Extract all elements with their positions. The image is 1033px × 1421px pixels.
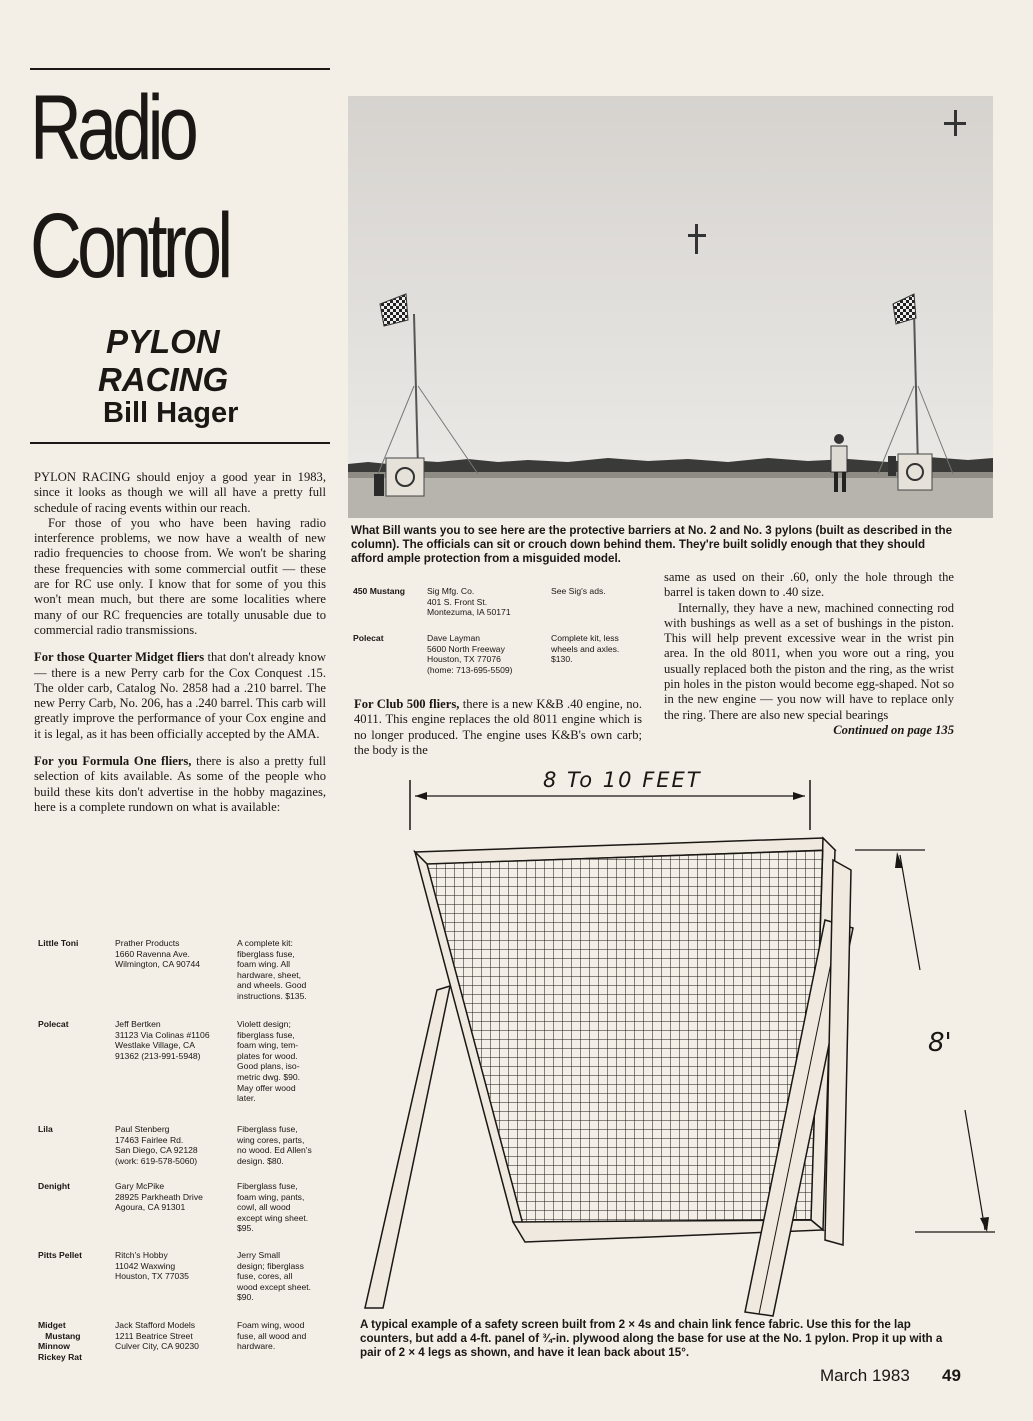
- kit-maker: Jeff Bertken 31123 Via Colinas #1106 Westlake Village, CA 91362 (213-991-5948): [115, 1019, 210, 1061]
- lead-club-500: For Club 500 fliers,: [354, 697, 460, 711]
- kit-maker: Jack Stafford Models 1211 Beatrice Street Culver City, CA 90230: [115, 1320, 199, 1352]
- paragraph-quarter-midget: [34, 650, 326, 742]
- title-radio: Radio: [30, 77, 195, 179]
- kit-name: Denight: [38, 1181, 70, 1191]
- column-2: [354, 697, 642, 758]
- kit-description: Complete kit, less wheels and axles. $130.: [551, 633, 620, 665]
- paragraph-formula-one: [34, 754, 326, 815]
- table-row: [38, 1181, 338, 1241]
- text-club-500: there is a new K&B .40 engine, no. 4011. This engine replaces the old 8011 engine which is no longer produced. The engine uses K&B's own carb; the body is the: [354, 697, 642, 757]
- paragraph-intro: PYLON RACING should enjoy a good year in 1983, since it looks as though we will all have a pretty full schedule of racing events within our reach.: [34, 470, 326, 515]
- table-row: [38, 938, 338, 1008]
- safety-screen-drawing: [355, 760, 995, 1320]
- kit-name: Midget Mustang Minnow Rickey Rat: [38, 1320, 82, 1362]
- page-number: 49: [942, 1366, 961, 1385]
- subtitle-pylon: PYLON: [106, 323, 220, 360]
- kit-name: Lila: [38, 1124, 53, 1134]
- kit-maker: Ritch's Hobby 11042 Waxwing Houston, TX 77035: [115, 1250, 189, 1282]
- text-quarter-midget: that don't already know — there is a new Perry carb for the Cox Conquest .15. The older carb, Catalog No. 2858 had a .210 barrel. The new Perry Carb, No. 206, has a .240 barrel. This carb will greatly improve the performance of your Cox engine and it is legal, as it has been officially accepted by the AMA.: [34, 650, 326, 741]
- title-control: Control: [30, 195, 229, 297]
- photo-caption: What Bill wants you to see here are the protective barriers at No. 2 and No. 3 pylons (built as described in the column). The officials can sit or crouch down behind them. They're built solidly enough that they should afford ample protection from a misguided model.: [351, 524, 953, 565]
- kit-name: Little Toni: [38, 938, 79, 948]
- kit-name: 450 Mustang: [353, 586, 406, 596]
- paragraph-internals: Internally, they have a new, machined connecting rod with bushings as well as a set of bushings in the piston. This will help prevent excessive wear in the wrist pin area. In the old 8011, when you wore out a ring, you usually replaced both the piston and the ring, as the wrist pin holes in the piston would become egg-shaped. Not so in the new engine — you now will have to replace only the ring. There are also new special bearings: [664, 600, 954, 722]
- table-row: [38, 1250, 338, 1310]
- text-formula-one: there is also a pretty full selection of kits available. As some of the people who build these kits don't advertise in the hobby magazines, here is a complete rundown on what is available:: [34, 754, 326, 814]
- table-row: [353, 633, 648, 683]
- kit-maker: Sig Mfg. Co. 401 S. Front St. Montezuma, IA 50171: [427, 586, 511, 618]
- drawing-caption: A typical example of a safety screen built from 2 × 4s and chain link fence fabric. Use this for the lap counters, but add a 4-ft. panel of ¾-in. plywood along the base for use at the No. 1 pylon. Prop it up with a pair of 2 × 4 legs as shown, and have it lean back about 15°.: [360, 1318, 943, 1359]
- table-row: [38, 1019, 338, 1114]
- column-3: [664, 570, 954, 738]
- paragraph-frequencies: For those of you who have been having radio interference problems, we now have a wealth of new radio frequencies to choose from. We won't be sharing these frequencies with some commercial outfit — these are for RC use only. I know that for some of you this won't mean much, but there are some localities where many of our RC frequencies are totally unusable due to commercial radio transmissions.: [34, 515, 326, 637]
- kit-name: Pitts Pellet: [38, 1250, 82, 1260]
- paragraph-barrel: same as used on their .60, only the hole through the barrel is taken down to .40 size.: [664, 570, 954, 600]
- safety-screen-svg: [355, 760, 995, 1320]
- issue-date: March 1983: [820, 1366, 910, 1385]
- table-row: [38, 1320, 338, 1370]
- kit-maker: Prather Products 1660 Ravenna Ave. Wilmington, CA 90744: [115, 938, 201, 970]
- kit-description: Fiberglass fuse, foam wing, pants, cowl, all wood except wing sheet. $95.: [237, 1181, 309, 1234]
- kit-maker: Gary McPike 28925 Parkheath Drive Agoura, CA 91301: [115, 1181, 203, 1213]
- kit-name: Polecat: [353, 633, 384, 643]
- table-row: [38, 1124, 338, 1174]
- width-label: 8 To 10 FEET: [543, 768, 702, 792]
- kit-description: Foam wing, wood fuse, all wood and hardware.: [237, 1320, 307, 1352]
- height-label: 8': [928, 1028, 952, 1058]
- pylon-photo-svg: [348, 96, 993, 518]
- kit-maker: Dave Layman 5600 North Freeway Houston, TX 77076 (home: 713-695-5509): [427, 633, 513, 675]
- lead-formula-one: For you Formula One fliers,: [34, 754, 192, 769]
- continued-note: Continued on page 135: [833, 722, 954, 737]
- pylon-photo: [348, 96, 993, 518]
- top-rule: [30, 68, 330, 70]
- table-row: [353, 586, 648, 626]
- kit-description: See Sig's ads.: [551, 586, 606, 596]
- kit-description: Violett design; fiberglass fuse, foam wing, tem- plates for wood. Good plans, iso- metric dwg. $90. May offer wood later.: [237, 1019, 301, 1104]
- header-bottom-rule: [30, 442, 330, 444]
- column-1: [34, 470, 326, 815]
- kit-description: Jerry Small design; fiberglass fuse, cores, all wood except sheet. $90.: [237, 1250, 312, 1303]
- paragraph-club-500: [354, 697, 642, 758]
- subtitle-racing: RACING: [98, 361, 229, 398]
- author-name: Bill Hager: [103, 397, 239, 429]
- kit-name: Polecat: [38, 1019, 69, 1029]
- kit-description: A complete kit: fiberglass fuse, foam wing. All hardware, sheet, and wheels. Good instructions. $135.: [237, 938, 307, 1001]
- kit-description: Fiberglass fuse, wing cores, parts, no wood. Ed Allen's design. $80.: [237, 1124, 312, 1166]
- lead-quarter-midget: For those Quarter Midget fliers: [34, 650, 205, 665]
- kit-maker: Paul Stenberg 17463 Fairlee Rd. San Diego, CA 92128 (work: 619-578-5060): [115, 1124, 198, 1166]
